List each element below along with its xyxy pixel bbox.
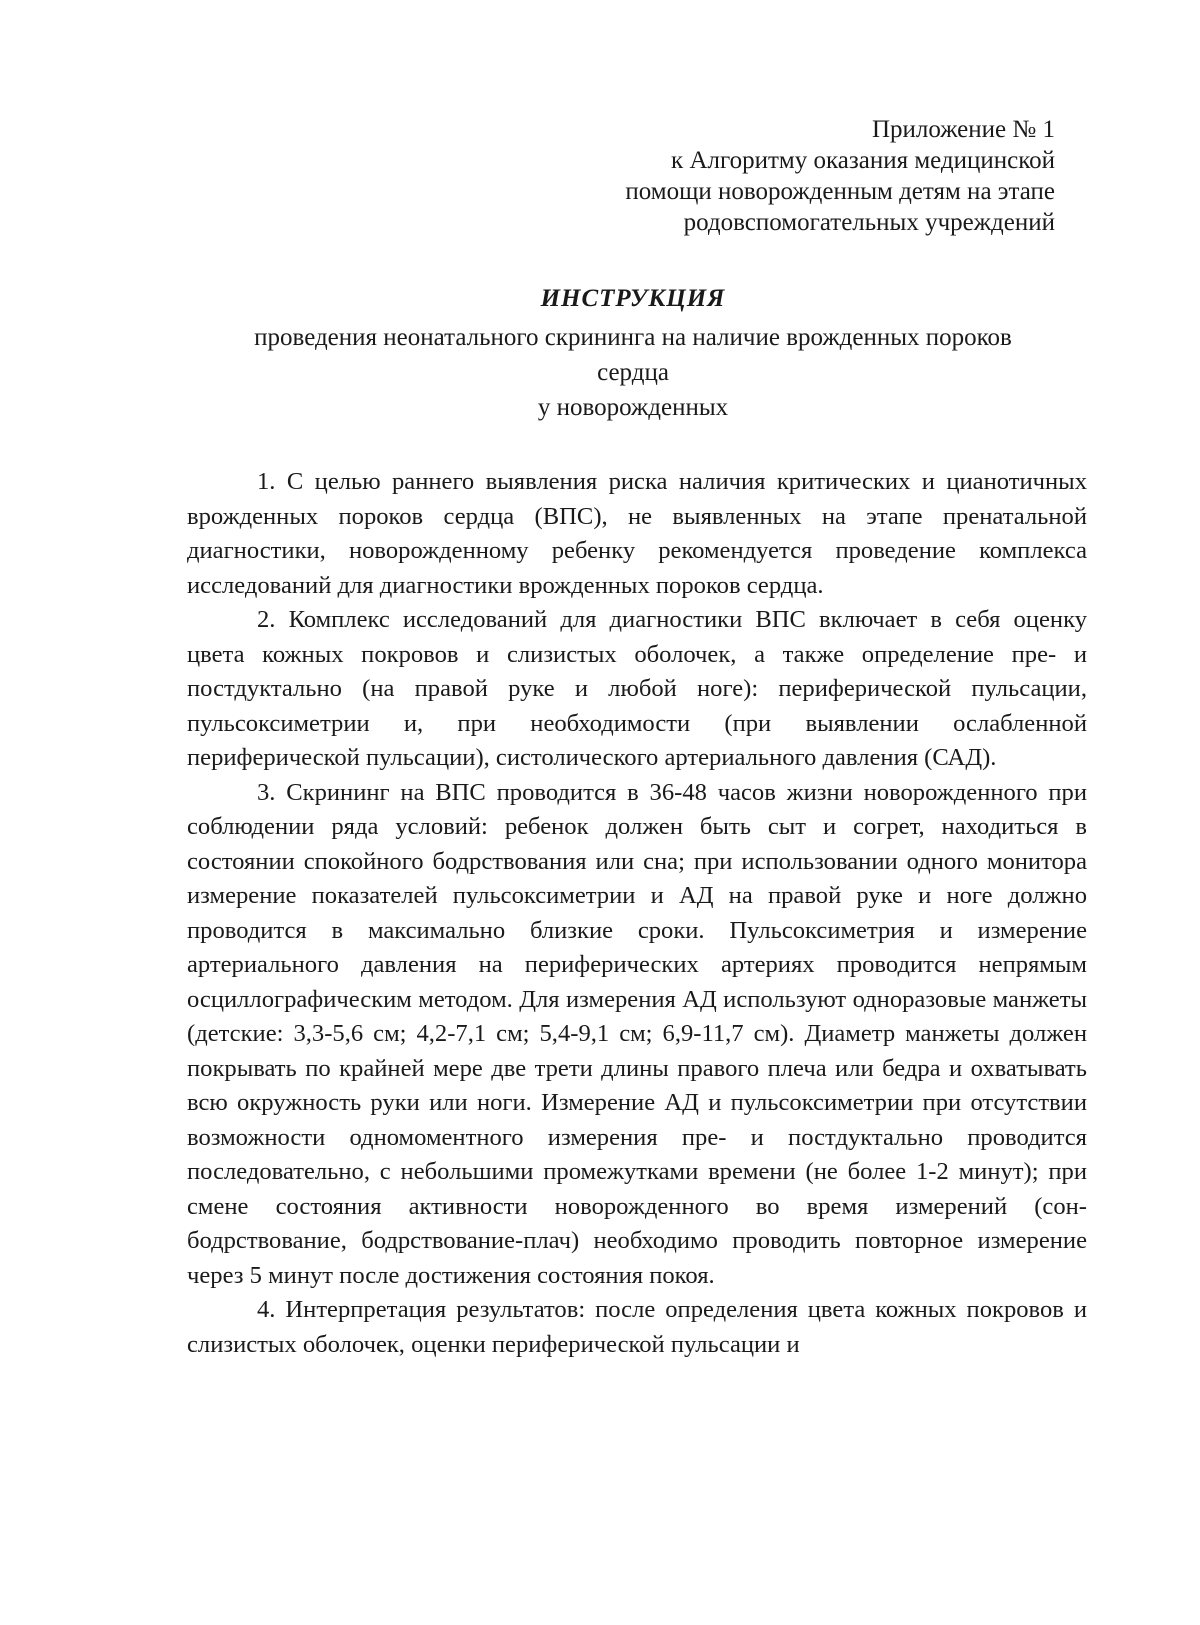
subtitle-line-2: сердца: [597, 359, 669, 386]
paragraph-1: 1. С целью раннего выявления риска наличия критических и цианотичных врожденных пороков сердца (ВПС), не выявленных на этапе пренатальной диагностики, новорожденному ребенку рекомендуется проведение комплекса исследований для диагностики врожденных пороков сердца.: [187, 468, 1087, 599]
appendix-line-2: к Алгоритму оказания медицинской: [671, 147, 1055, 174]
document-body: [187, 465, 1087, 1362]
appendix-line-4: родовспомогательных учреждений: [683, 209, 1055, 236]
paragraph-2: 2. Комплекс исследований для диагностики ВПС включает в себя оценку цвета кожных покровов и слизистых оболочек, а также определение пре- и постдуктально (на правой руке и любой ноге): периферической пульсации, пульсоксиметрии и, при необходимости (при выявлении ослабленной периферической пульсации), систолического артериального давления (САД).: [187, 606, 1087, 771]
appendix-line-3: помощи новорожденным детям на этапе: [625, 178, 1055, 205]
paragraph-4: 4. Интерпретация результатов: после определения цвета кожных покровов и слизистых оболочек, оценки периферической пульсации и: [187, 1296, 1087, 1358]
appendix-line-1: Приложение № 1: [871, 116, 1055, 143]
document-subtitle: [183, 320, 1083, 425]
subtitle-line-1: проведения неонатального скрининга на наличие врожденных пороков: [254, 324, 1012, 351]
document-title: ИНСТРУКЦИЯ: [540, 285, 726, 312]
appendix-header: [535, 114, 1055, 238]
subtitle-line-3: у новорожденных: [537, 394, 729, 421]
paragraph-3: 3. Скрининг на ВПС проводится в 36-48 часов жизни новорожденного при соблюдении ряда условий: ребенок должен быть сыт и согрет, находиться в состоянии спокойного бодрствования или сна; при использовании одного монитора измерение показателей пульсоксиметрии и АД на правой руке и ноге должно проводится в максимально близкие сроки. Пульсоксиметрия и измерение артериального давления на периферических артериях проводится непрямым осциллографическим методом. Для измерения АД используют одноразовые манжеты (детские: 3,3-5,6 см; 4,2-7,1 см; 5,4-9,1 см; 6,9-11,7 см). Диаметр манжеты должен покрывать по крайней мере две трети длины правого плеча или бедра и охватывать всю окружность руки или ноги. Измерение АД и пульсоксиметрии при отсутствии возможности одномоментного измерения пре- и постдуктально проводится последовательно, с небольшими промежутками времени (не более 1-2 минут); при смене состояния активности новорожденного во время измерений (сон-бодрствование, бодрствование-плач) необходимо проводить повторное измерение через 5 минут после достижения состояния покоя.: [187, 778, 1087, 1289]
